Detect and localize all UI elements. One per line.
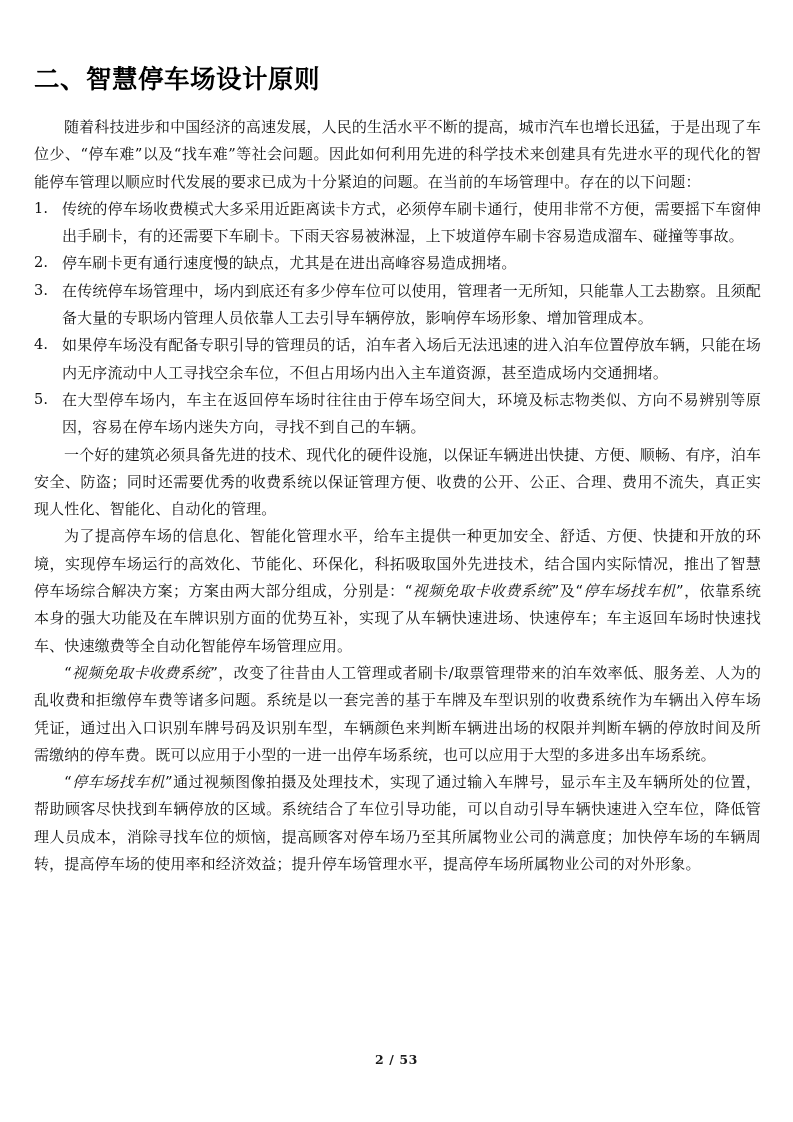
list-item	[34, 332, 761, 387]
list-marker: 2.	[34, 255, 49, 272]
list-marker: 1.	[34, 200, 49, 217]
list-marker: 4.	[34, 337, 49, 354]
list-item-text: 在大型停车场内，车主在返回停车场时往往由于停车场空间大，环境及标志物类似、方向不易辨别等原因，容易在停车场内迷失方向，寻找不到自己的车辆。	[62, 390, 761, 437]
page-number-footer: 2 / 53	[375, 1052, 418, 1067]
list-item	[34, 278, 761, 333]
list-marker: 3.	[34, 282, 49, 299]
list-item-text: 如果停车场没有配备专职引导的管理员的话，泊车者入场后无法迅速的进入泊车位置停放车辆，只能在场内无序流动中人工寻找空余车位，不但占用场内出入主车道资源，甚至造成场内交通拥堵。	[62, 336, 761, 382]
list-item-text: 停车刷卡更有通行速度慢的缺点，尤其是在进出高峰容易造成拥堵。	[62, 254, 517, 273]
solution-text-part2: ”，依靠系统本身的强大功能及在车牌识别方面的优势互补，实现了从车辆快速进场、快速停车；车主返回车场时快速找车、快速缴费等全自动化智能停车场管理应用。	[34, 582, 761, 655]
car-finder-text: ”通过视频图像拍摄及处理技术，实现了通过输入车牌号，显示车主及车辆所处的位置，帮助顾客尽快找到车辆停放的区域。系统结合了车位引导功能，可以自动引导车辆快速进入空车位，降低管理人员成本，消除寻找车位的烦恼，提高顾客对停车场乃至其所属物业公司的满意度；加快停车场的车辆周转，提高停车场的使用率和经济效益；提升停车场管理水平，提高停车场所属物业公司的对外形象。	[34, 773, 761, 874]
list-item	[34, 250, 761, 277]
intro-paragraph: 随着科技进步和中国经济的高速发展，人民的生活水平不断的提高，城市汽车也增长迅猛，于是出现了车位少、“停车难”以及“找车难”等社会问题。因此如何利用先进的科学技术来创建具有先进水平的现代化的智能停车管理以顺应时代发展的要求已成为十分紧迫的问题。在当前的车场管理中。存在的以下问题：	[34, 118, 761, 191]
list-item-text: 传统的停车场收费模式大多采用近距离读卡方式，必须停车刷卡通行，使用非常不方便，需要摇下车窗伸出手刷卡，有的还需要下车刷卡。下雨天容易被淋湿，上下坡道停车刷卡容易造成溜车、碰撞等事故。	[62, 199, 761, 246]
list-item	[34, 196, 761, 251]
list-item-text: 在传统停车场管理中，场内到底还有多少停车位可以使用，管理者一无所知，只能靠人工去勘察。且须配备大量的专职场内管理人员依靠人工去引导车辆停放，影响停车场形象、增加管理成本。	[62, 281, 761, 328]
list-marker: 5.	[34, 391, 49, 408]
page-content	[34, 62, 761, 878]
list-item	[34, 387, 761, 442]
video-system-text: ”，改变了往昔由人工管理或者刷卡/取票管理带来的泊车效率低、服务差、人为的乱收费和拒缴停车费等诸多问题。系统是以一套完善的基于车牌及车型识别的收费系统作为车辆出入停车场凭证，通过出入口识别车牌号码及识别车型，车辆颜色来判断车辆进出场的权限并判断车辆的停放时间及所需缴纳的停车费。既可以应用于小型的一进一出停车场系统，也可以应用于大型的多进多出车场系统。	[34, 663, 762, 764]
page-title: 二、智慧停车场设计原则	[34, 65, 321, 95]
paragraph-video-system	[34, 660, 761, 769]
system-name-video-free-card: 视频免取卡收费系统	[412, 582, 552, 601]
paragraph-building-requirements: 一个好的建筑必须具备先进的技术、现代化的硬件设施，以保证车辆进出快捷、方便、顺畅、有序，泊车安全、防盗；同时还需要优秀的收费系统以保证管理方便、收费的公开、公正、合理、费用不流失，真正实现人性化、智能化、自动化的管理。	[34, 445, 761, 519]
solution-text-part1: 为了提高停车场的信息化、智能化管理水平，给车主提供一种更加安全、舒适、方便、快捷和开放的环境，实现停车场运行的高效化、节能化、环保化，科拓吸取国外先进技术，结合国内实际情况，推出了智慧停车场综合解决方案；方案由两大部分组成，分别是：“	[34, 527, 761, 601]
system-name-video-free-card: 视频免取卡收费系统	[71, 663, 211, 682]
paragraph-car-finder	[34, 769, 761, 878]
system-name-car-finder: 停车场找车机	[583, 582, 676, 601]
car-finder-quote-open: “	[64, 773, 72, 792]
video-system-quote-open: “	[64, 663, 72, 682]
problem-list	[34, 196, 761, 442]
paragraph-solution-overview	[34, 523, 761, 659]
system-name-car-finder: 停车场找车机	[71, 773, 166, 792]
solution-text-mid: ”及“	[551, 582, 584, 601]
